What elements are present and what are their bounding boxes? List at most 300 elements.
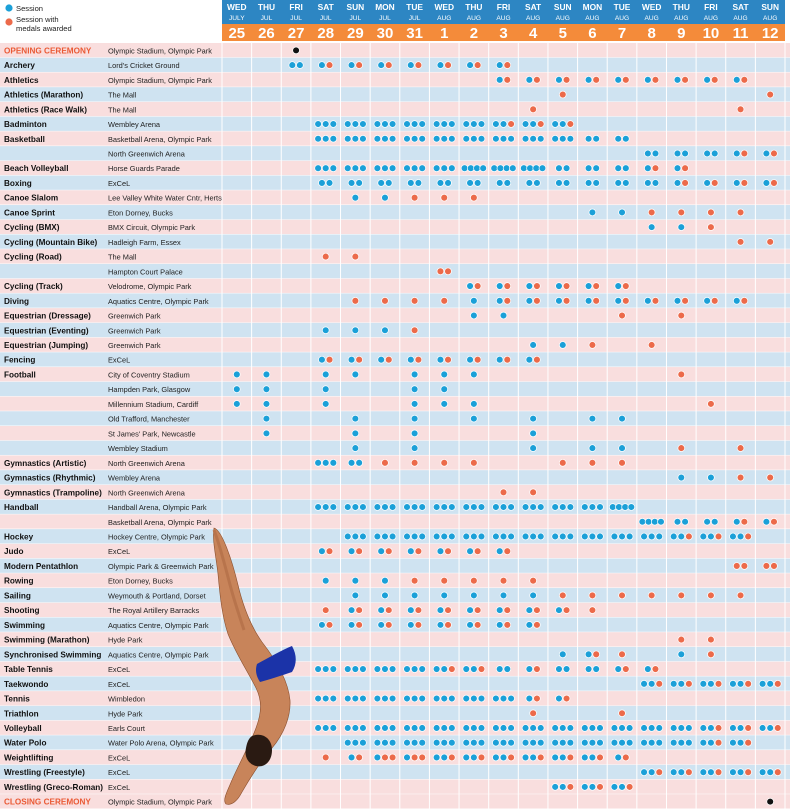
session-marker xyxy=(737,533,744,540)
medal-session-marker xyxy=(322,253,329,260)
session-marker xyxy=(674,297,681,304)
session-marker xyxy=(611,739,618,746)
session-marker xyxy=(537,135,544,142)
column-date-label: 9 xyxy=(677,25,686,42)
session-marker xyxy=(374,121,381,128)
session-marker xyxy=(563,180,570,187)
row-venue-label: Horse Guards Parade xyxy=(108,164,180,174)
column-day-label: SUN xyxy=(346,2,365,12)
session-marker xyxy=(648,224,655,231)
column-day-label: WED xyxy=(434,2,455,12)
session-marker xyxy=(700,769,707,776)
row-sport-label: Wrestling (Greco-Roman) xyxy=(4,782,104,792)
session-marker xyxy=(530,445,537,452)
medal-session-marker xyxy=(415,356,422,363)
medal-session-marker xyxy=(626,784,633,791)
row-divider xyxy=(0,87,790,88)
session-marker xyxy=(670,533,677,540)
column-divider xyxy=(459,0,460,809)
column-month-label: JUL xyxy=(319,15,332,22)
session-marker xyxy=(382,194,389,201)
row-divider xyxy=(0,720,790,721)
column-date-label: 2 xyxy=(469,25,479,42)
column-month-label: AUG xyxy=(614,15,630,22)
session-marker xyxy=(411,121,418,128)
session-marker xyxy=(419,533,426,540)
row-venue-label: Greenwich Park xyxy=(108,311,161,321)
session-marker xyxy=(526,76,533,83)
column-month-label: AUG xyxy=(585,15,600,22)
column-divider xyxy=(310,0,311,809)
session-marker xyxy=(467,180,474,187)
session-marker xyxy=(670,725,677,732)
session-marker xyxy=(708,769,715,776)
session-marker xyxy=(767,769,774,776)
session-marker xyxy=(759,680,766,687)
session-marker xyxy=(470,371,477,378)
session-marker xyxy=(616,504,623,511)
medal-session-marker xyxy=(504,62,511,69)
session-marker xyxy=(585,283,592,290)
session-marker xyxy=(348,180,355,187)
session-marker xyxy=(622,180,629,187)
session-marker xyxy=(509,165,516,172)
session-marker xyxy=(556,607,563,614)
session-marker xyxy=(356,180,363,187)
row-sport-label: Gymnastics (Rhythmic) xyxy=(4,473,96,483)
medal-session-marker xyxy=(652,165,659,172)
session-marker xyxy=(508,533,515,540)
medal-session-marker xyxy=(771,518,778,525)
session-marker xyxy=(467,356,474,363)
session-marker xyxy=(493,725,500,732)
column-day-label: MON xyxy=(582,2,603,12)
column-date-label: 3 xyxy=(499,25,508,42)
session-marker xyxy=(233,371,240,378)
ceremony-marker xyxy=(293,47,300,54)
session-marker xyxy=(522,533,529,540)
row-sport-label: Equestrian (Dressage) xyxy=(4,311,91,321)
column-month-label: AUG xyxy=(703,15,719,22)
session-marker xyxy=(708,739,715,746)
session-marker xyxy=(352,415,359,422)
session-marker xyxy=(508,135,515,142)
session-marker xyxy=(326,180,333,187)
session-marker xyxy=(382,121,389,128)
row-divider xyxy=(0,101,790,102)
session-marker xyxy=(404,504,411,511)
medal-session-marker xyxy=(745,739,752,746)
medal-session-marker xyxy=(534,607,541,614)
row-divider xyxy=(0,646,790,647)
medal-session-marker xyxy=(534,297,541,304)
medal-session-marker xyxy=(622,754,629,761)
session-marker xyxy=(437,548,444,555)
medal-session-marker xyxy=(352,253,359,260)
session-marker xyxy=(500,121,507,128)
medal-session-marker xyxy=(415,62,422,69)
session-marker xyxy=(674,150,681,157)
session-marker xyxy=(433,504,440,511)
session-marker xyxy=(374,739,381,746)
session-marker xyxy=(496,621,503,628)
session-marker xyxy=(556,297,563,304)
column-day-label: FRI xyxy=(496,2,511,12)
session-marker xyxy=(467,607,474,614)
session-marker xyxy=(389,725,396,732)
row-venue-label: Olympic Park & Greenwich Park xyxy=(108,561,214,571)
session-marker xyxy=(508,725,515,732)
session-marker xyxy=(530,739,537,746)
session-marker xyxy=(559,121,566,128)
session-marker xyxy=(767,725,774,732)
row-divider xyxy=(0,367,790,368)
medal-session-marker xyxy=(356,548,363,555)
session-marker xyxy=(463,121,470,128)
session-marker xyxy=(441,725,448,732)
medal-session-marker xyxy=(745,769,752,776)
session-marker xyxy=(419,739,426,746)
session-marker xyxy=(470,533,477,540)
medal-session-marker xyxy=(445,607,452,614)
medal-session-marker xyxy=(534,695,541,702)
session-marker xyxy=(433,754,440,761)
medal-session-marker xyxy=(530,106,537,113)
session-marker xyxy=(315,725,322,732)
row-divider xyxy=(0,543,790,544)
session-marker xyxy=(419,695,426,702)
session-marker xyxy=(496,180,503,187)
session-marker xyxy=(437,356,444,363)
session-marker xyxy=(374,695,381,702)
session-marker xyxy=(708,474,715,481)
column-date-label: 7 xyxy=(617,25,627,42)
session-marker xyxy=(589,754,596,761)
session-marker xyxy=(344,725,351,732)
medal-session-marker xyxy=(771,563,778,570)
session-marker xyxy=(360,725,367,732)
row-venue-label: Wembley Arena xyxy=(108,473,161,483)
session-marker xyxy=(360,739,367,746)
session-marker xyxy=(407,548,414,555)
medal-session-marker xyxy=(563,607,570,614)
session-marker xyxy=(615,76,622,83)
row-sport-label: Athletics (Marathon) xyxy=(4,90,84,100)
medal-session-marker xyxy=(382,459,389,466)
session-marker xyxy=(674,180,681,187)
medal-session-marker xyxy=(474,62,481,69)
column-divider xyxy=(755,0,756,809)
medal-session-marker xyxy=(745,533,752,540)
session-marker xyxy=(448,165,455,172)
session-marker xyxy=(467,621,474,628)
session-marker xyxy=(378,548,385,555)
session-marker xyxy=(508,739,515,746)
medal-session-marker xyxy=(508,754,515,761)
row-venue-label: Old Trafford, Manchester xyxy=(108,414,190,424)
session-marker xyxy=(407,180,414,187)
session-marker xyxy=(496,356,503,363)
session-marker xyxy=(737,739,744,746)
date-header xyxy=(222,0,785,42)
session-marker xyxy=(559,533,566,540)
session-marker xyxy=(651,518,658,525)
medal-session-marker xyxy=(326,356,333,363)
medal-session-marker xyxy=(678,636,685,643)
session-marker xyxy=(360,695,367,702)
row-venue-label: ExCeL xyxy=(108,782,131,792)
session-marker xyxy=(708,680,715,687)
row-divider xyxy=(0,337,790,338)
medal-session-marker xyxy=(745,680,752,687)
medal-session-marker xyxy=(504,621,511,628)
session-marker xyxy=(585,76,592,83)
column-day-label: WED xyxy=(641,2,662,12)
session-marker xyxy=(448,533,455,540)
session-marker xyxy=(496,283,503,290)
medal-session-marker xyxy=(437,268,444,275)
row-venue-label: Eton Dorney, Bucks xyxy=(108,576,173,586)
column-day-label: MON xyxy=(375,2,395,12)
session-marker xyxy=(500,312,507,319)
session-marker xyxy=(419,725,426,732)
session-marker xyxy=(352,121,359,128)
medal-session-marker xyxy=(685,680,692,687)
session-marker xyxy=(563,666,570,673)
row-venue-label: ExCeL xyxy=(108,547,131,557)
medal-session-marker xyxy=(411,459,418,466)
medal-session-marker xyxy=(445,548,452,555)
medal-session-marker xyxy=(530,577,537,584)
session-marker xyxy=(493,754,500,761)
row-venue-label: Hampden Park, Glasgow xyxy=(108,385,191,395)
medal-session-marker xyxy=(534,356,541,363)
session-marker xyxy=(567,533,574,540)
session-marker xyxy=(678,474,685,481)
session-marker xyxy=(470,135,477,142)
session-marker xyxy=(348,548,355,555)
session-marker xyxy=(641,725,648,732)
session-marker xyxy=(593,135,600,142)
medal-session-marker xyxy=(685,769,692,776)
session-marker xyxy=(470,415,477,422)
session-marker xyxy=(374,135,381,142)
column-date-label: 5 xyxy=(558,25,567,42)
session-marker xyxy=(385,180,392,187)
row-divider xyxy=(0,293,790,294)
medal-session-marker xyxy=(385,62,392,69)
session-marker xyxy=(559,784,566,791)
medal-session-marker xyxy=(382,297,389,304)
session-marker xyxy=(658,518,665,525)
medal-session-marker xyxy=(589,342,596,349)
row-venue-label: Olympic Stadium, Olympic Park xyxy=(108,46,212,56)
session-marker xyxy=(407,62,414,69)
row-venue-label: ExCeL xyxy=(108,753,131,763)
row-sport-label: Weightlifting xyxy=(4,753,54,763)
session-marker xyxy=(411,739,418,746)
session-marker xyxy=(389,533,396,540)
session-marker xyxy=(433,666,440,673)
session-marker xyxy=(589,725,596,732)
medal-session-marker xyxy=(356,621,363,628)
session-marker xyxy=(330,666,337,673)
session-marker xyxy=(619,784,626,791)
session-marker xyxy=(656,739,663,746)
medal-session-marker xyxy=(504,297,511,304)
session-marker xyxy=(463,533,470,540)
row-divider xyxy=(0,514,790,515)
row-venue-label: Wembley Stadium xyxy=(108,444,168,454)
session-marker xyxy=(352,695,359,702)
medal-session-marker xyxy=(559,592,566,599)
session-marker xyxy=(530,754,537,761)
session-marker xyxy=(374,754,381,761)
session-marker xyxy=(378,607,385,614)
medal-session-marker xyxy=(500,577,507,584)
session-marker xyxy=(530,533,537,540)
session-marker xyxy=(537,504,544,511)
medal-session-marker xyxy=(656,680,663,687)
session-marker xyxy=(352,725,359,732)
medal-session-marker xyxy=(774,680,781,687)
session-marker xyxy=(404,695,411,702)
medal-session-marker xyxy=(415,621,422,628)
row-sport-label: Fencing xyxy=(4,355,36,365)
session-marker xyxy=(360,666,367,673)
session-marker xyxy=(389,165,396,172)
medal-session-marker xyxy=(682,297,689,304)
session-marker xyxy=(615,165,622,172)
column-divider xyxy=(370,0,371,809)
session-marker xyxy=(552,784,559,791)
session-marker xyxy=(411,533,418,540)
medal-session-marker xyxy=(741,518,748,525)
row-divider xyxy=(0,499,790,500)
session-marker xyxy=(496,297,503,304)
medal-session-marker xyxy=(708,636,715,643)
medal-session-marker xyxy=(589,592,596,599)
row-divider xyxy=(0,529,790,530)
medal-session-marker xyxy=(711,76,718,83)
session-marker xyxy=(500,504,507,511)
medal-session-marker xyxy=(741,76,748,83)
session-marker xyxy=(315,666,322,673)
session-marker xyxy=(597,725,604,732)
medal-session-marker xyxy=(619,312,626,319)
medal-session-marker xyxy=(441,194,448,201)
session-marker xyxy=(474,165,481,172)
column-day-label: SAT xyxy=(525,2,542,12)
session-marker xyxy=(404,135,411,142)
row-sport-label: Diving xyxy=(4,296,30,306)
medal-session-marker xyxy=(708,592,715,599)
column-month-label: AUG xyxy=(496,15,511,22)
session-marker xyxy=(330,504,337,511)
session-marker xyxy=(352,194,359,201)
row-divider xyxy=(0,588,790,589)
session-marker xyxy=(411,415,418,422)
row-sport-label: Football xyxy=(4,370,36,380)
medal-session-marker xyxy=(563,695,570,702)
column-date-label: 1 xyxy=(440,25,449,42)
session-marker xyxy=(315,504,322,511)
row-venue-label: Basketball Arena, Olympic Park xyxy=(108,517,212,527)
column-divider xyxy=(488,0,489,809)
row-sport-label: Badminton xyxy=(4,120,47,130)
session-marker xyxy=(556,695,563,702)
session-marker xyxy=(539,165,546,172)
column-divider xyxy=(725,0,726,809)
session-marker xyxy=(530,430,537,437)
session-marker xyxy=(448,725,455,732)
medal-session-marker xyxy=(763,563,770,570)
session-marker xyxy=(674,165,681,172)
session-marker xyxy=(522,739,529,746)
row-venue-label: North Greenwich Arena xyxy=(108,149,185,159)
session-marker xyxy=(411,504,418,511)
session-marker xyxy=(407,621,414,628)
row-venue-label: Hyde Park xyxy=(108,635,143,645)
session-marker xyxy=(626,725,633,732)
column-day-label: WED xyxy=(227,2,247,12)
medal-session-marker xyxy=(593,297,600,304)
medal-session-marker xyxy=(537,121,544,128)
session-marker xyxy=(597,504,604,511)
medal-session-marker xyxy=(737,238,744,245)
session-marker xyxy=(263,415,270,422)
column-date-label: 6 xyxy=(588,25,597,42)
medal-session-marker xyxy=(389,754,396,761)
medal-session-marker xyxy=(474,356,481,363)
row-venue-label: Olympic Stadium, Olympic Park xyxy=(108,75,212,85)
session-marker xyxy=(626,739,633,746)
session-marker xyxy=(315,459,322,466)
session-marker xyxy=(478,695,485,702)
session-marker xyxy=(433,135,440,142)
session-marker xyxy=(322,401,329,408)
session-marker xyxy=(522,121,529,128)
medal-session-marker xyxy=(448,754,455,761)
row-sport-label: Wrestling (Freestyle) xyxy=(4,768,85,778)
session-marker xyxy=(441,165,448,172)
session-marker xyxy=(389,666,396,673)
session-marker xyxy=(322,666,329,673)
session-marker xyxy=(344,739,351,746)
session-marker xyxy=(470,401,477,408)
session-marker xyxy=(759,725,766,732)
medal-session-marker xyxy=(419,754,426,761)
session-marker xyxy=(619,209,626,216)
session-marker xyxy=(348,754,355,761)
session-marker xyxy=(470,121,477,128)
column-date-label: 4 xyxy=(528,25,538,42)
medal-session-marker xyxy=(715,739,722,746)
column-month-label: AUG xyxy=(733,15,748,22)
session-marker xyxy=(344,533,351,540)
medal-session-marker xyxy=(474,607,481,614)
session-marker xyxy=(644,76,651,83)
session-marker xyxy=(411,725,418,732)
session-marker xyxy=(330,165,337,172)
session-marker xyxy=(470,754,477,761)
column-month-label: AUG xyxy=(674,15,689,22)
medal-session-marker xyxy=(530,489,537,496)
session-marker xyxy=(315,165,322,172)
session-marker xyxy=(441,121,448,128)
column-divider xyxy=(696,0,697,809)
ceremony-marker xyxy=(767,798,774,805)
